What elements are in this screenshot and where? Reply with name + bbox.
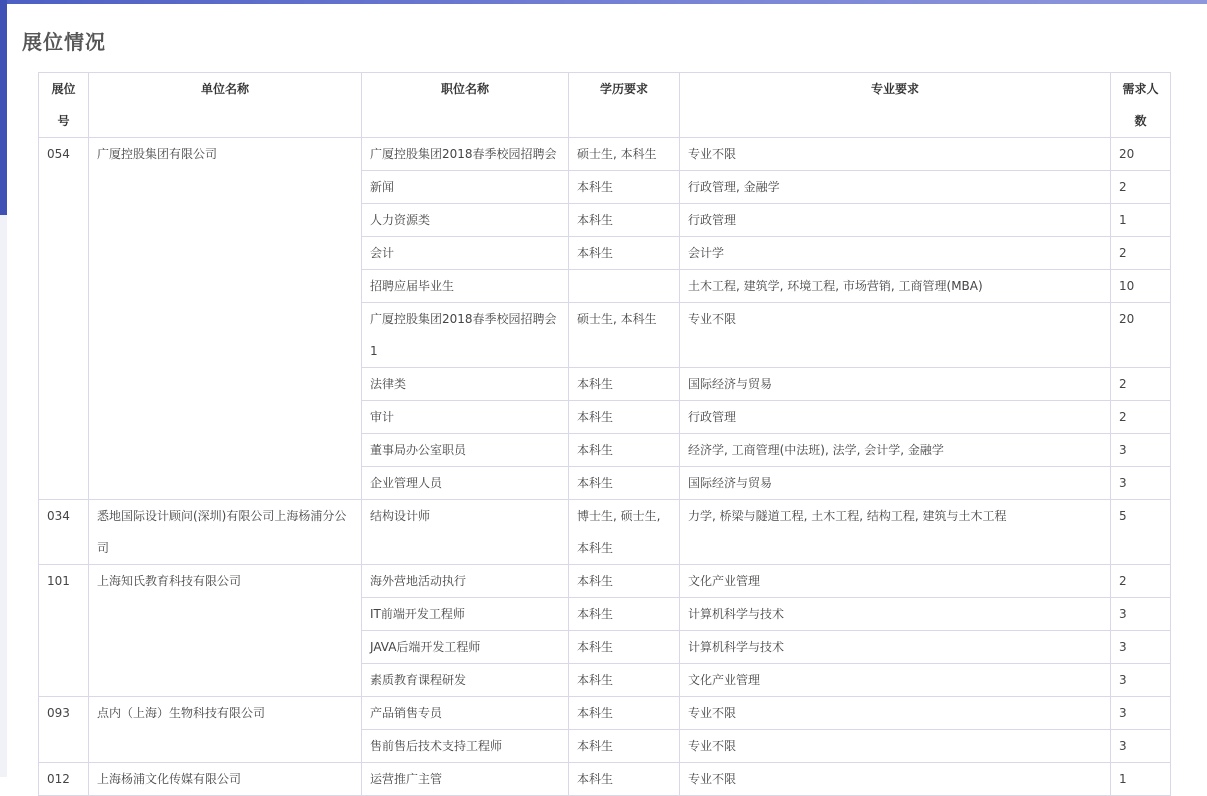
position-name-cell: 广厦控股集团2018春季校园招聘会1 bbox=[362, 303, 569, 368]
headcount-cell: 3 bbox=[1111, 598, 1171, 631]
company-name-cell: 上海杨浦文化传媒有限公司 bbox=[89, 763, 362, 796]
position-name-cell: 新闻 bbox=[362, 171, 569, 204]
major-cell: 文化产业管理 bbox=[680, 565, 1111, 598]
position-name-cell: 结构设计师 bbox=[362, 500, 569, 565]
position-name-cell: IT前端开发工程师 bbox=[362, 598, 569, 631]
position-name-cell: 售前售后技术支持工程师 bbox=[362, 730, 569, 763]
education-cell: 本科生 bbox=[569, 401, 680, 434]
major-cell: 行政管理 bbox=[680, 204, 1111, 237]
table-row bbox=[39, 500, 1171, 565]
major-cell: 会计学 bbox=[680, 237, 1111, 270]
table-header-row bbox=[39, 73, 1171, 138]
major-cell: 专业不限 bbox=[680, 697, 1111, 730]
education-cell: 硕士生, 本科生 bbox=[569, 303, 680, 368]
headcount-cell: 3 bbox=[1111, 697, 1171, 730]
headcount-cell: 2 bbox=[1111, 401, 1171, 434]
education-cell: 本科生 bbox=[569, 204, 680, 237]
education-cell: 本科生 bbox=[569, 598, 680, 631]
headcount-cell: 3 bbox=[1111, 467, 1171, 500]
table-body bbox=[39, 138, 1171, 796]
education-cell: 本科生 bbox=[569, 237, 680, 270]
headcount-cell: 2 bbox=[1111, 565, 1171, 598]
booth-number-cell: 034 bbox=[39, 500, 89, 565]
booth-number-cell: 101 bbox=[39, 565, 89, 697]
table-row bbox=[39, 697, 1171, 730]
major-cell: 计算机科学与技术 bbox=[680, 598, 1111, 631]
education-cell: 本科生 bbox=[569, 434, 680, 467]
headcount-cell: 2 bbox=[1111, 368, 1171, 401]
headcount-cell: 10 bbox=[1111, 270, 1171, 303]
education-cell: 本科生 bbox=[569, 697, 680, 730]
position-name-cell: 广厦控股集团2018春季校园招聘会 bbox=[362, 138, 569, 171]
booth-number-cell: 054 bbox=[39, 138, 89, 500]
major-cell: 文化产业管理 bbox=[680, 664, 1111, 697]
major-cell: 计算机科学与技术 bbox=[680, 631, 1111, 664]
major-cell: 专业不限 bbox=[680, 730, 1111, 763]
education-cell: 本科生 bbox=[569, 763, 680, 796]
education-cell: 博士生, 硕士生, 本科生 bbox=[569, 500, 680, 565]
headcount-cell: 2 bbox=[1111, 171, 1171, 204]
education-cell: 本科生 bbox=[569, 664, 680, 697]
major-cell: 专业不限 bbox=[680, 138, 1111, 171]
company-name-cell: 广厦控股集团有限公司 bbox=[89, 138, 362, 500]
position-name-cell: JAVA后端开发工程师 bbox=[362, 631, 569, 664]
table-row bbox=[39, 565, 1171, 598]
headcount-cell: 5 bbox=[1111, 500, 1171, 565]
headcount-cell: 1 bbox=[1111, 204, 1171, 237]
headcount-cell: 3 bbox=[1111, 664, 1171, 697]
position-name-cell: 董事局办公室职员 bbox=[362, 434, 569, 467]
education-cell bbox=[569, 270, 680, 303]
position-name-cell: 企业管理人员 bbox=[362, 467, 569, 500]
position-name-cell: 会计 bbox=[362, 237, 569, 270]
header-headcount: 需求人数 bbox=[1111, 73, 1171, 138]
position-name-cell: 人力资源类 bbox=[362, 204, 569, 237]
table-row bbox=[39, 138, 1171, 171]
position-name-cell: 素质教育课程研发 bbox=[362, 664, 569, 697]
headcount-cell: 20 bbox=[1111, 138, 1171, 171]
header-position: 职位名称 bbox=[362, 73, 569, 138]
position-name-cell: 法律类 bbox=[362, 368, 569, 401]
education-cell: 本科生 bbox=[569, 631, 680, 664]
major-cell: 行政管理 bbox=[680, 401, 1111, 434]
company-name-cell: 上海知氏教育科技有限公司 bbox=[89, 565, 362, 697]
page-title: 展位情况 bbox=[22, 30, 106, 54]
position-name-cell: 审计 bbox=[362, 401, 569, 434]
education-cell: 本科生 bbox=[569, 467, 680, 500]
top-accent-bar bbox=[0, 0, 1207, 4]
left-gutter bbox=[0, 215, 7, 777]
headcount-cell: 1 bbox=[1111, 763, 1171, 796]
company-name-cell: 点内（上海）生物科技有限公司 bbox=[89, 697, 362, 763]
booth-number-cell: 093 bbox=[39, 697, 89, 763]
major-cell: 专业不限 bbox=[680, 763, 1111, 796]
company-name-cell: 悉地国际设计顾问(深圳)有限公司上海杨浦分公司 bbox=[89, 500, 362, 565]
headcount-cell: 3 bbox=[1111, 730, 1171, 763]
education-cell: 本科生 bbox=[569, 368, 680, 401]
education-cell: 本科生 bbox=[569, 730, 680, 763]
booth-table bbox=[38, 72, 1171, 796]
header-education: 学历要求 bbox=[569, 73, 680, 138]
major-cell: 国际经济与贸易 bbox=[680, 368, 1111, 401]
major-cell: 行政管理, 金融学 bbox=[680, 171, 1111, 204]
headcount-cell: 20 bbox=[1111, 303, 1171, 368]
booth-table-container bbox=[38, 72, 1170, 796]
education-cell: 本科生 bbox=[569, 565, 680, 598]
header-booth-no: 展位号 bbox=[39, 73, 89, 138]
booth-number-cell: 012 bbox=[39, 763, 89, 796]
headcount-cell: 3 bbox=[1111, 631, 1171, 664]
header-company: 单位名称 bbox=[89, 73, 362, 138]
major-cell: 土木工程, 建筑学, 环境工程, 市场营销, 工商管理(MBA) bbox=[680, 270, 1111, 303]
table-row bbox=[39, 763, 1171, 796]
major-cell: 力学, 桥梁与隧道工程, 土木工程, 结构工程, 建筑与土木工程 bbox=[680, 500, 1111, 565]
education-cell: 硕士生, 本科生 bbox=[569, 138, 680, 171]
education-cell: 本科生 bbox=[569, 171, 680, 204]
major-cell: 国际经济与贸易 bbox=[680, 467, 1111, 500]
major-cell: 专业不限 bbox=[680, 303, 1111, 368]
position-name-cell: 运营推广主管 bbox=[362, 763, 569, 796]
position-name-cell: 海外营地活动执行 bbox=[362, 565, 569, 598]
major-cell: 经济学, 工商管理(中法班), 法学, 会计学, 金融学 bbox=[680, 434, 1111, 467]
header-major: 专业要求 bbox=[680, 73, 1111, 138]
position-name-cell: 招聘应届毕业生 bbox=[362, 270, 569, 303]
headcount-cell: 3 bbox=[1111, 434, 1171, 467]
headcount-cell: 2 bbox=[1111, 237, 1171, 270]
left-accent-bar bbox=[0, 0, 7, 215]
position-name-cell: 产品销售专员 bbox=[362, 697, 569, 730]
